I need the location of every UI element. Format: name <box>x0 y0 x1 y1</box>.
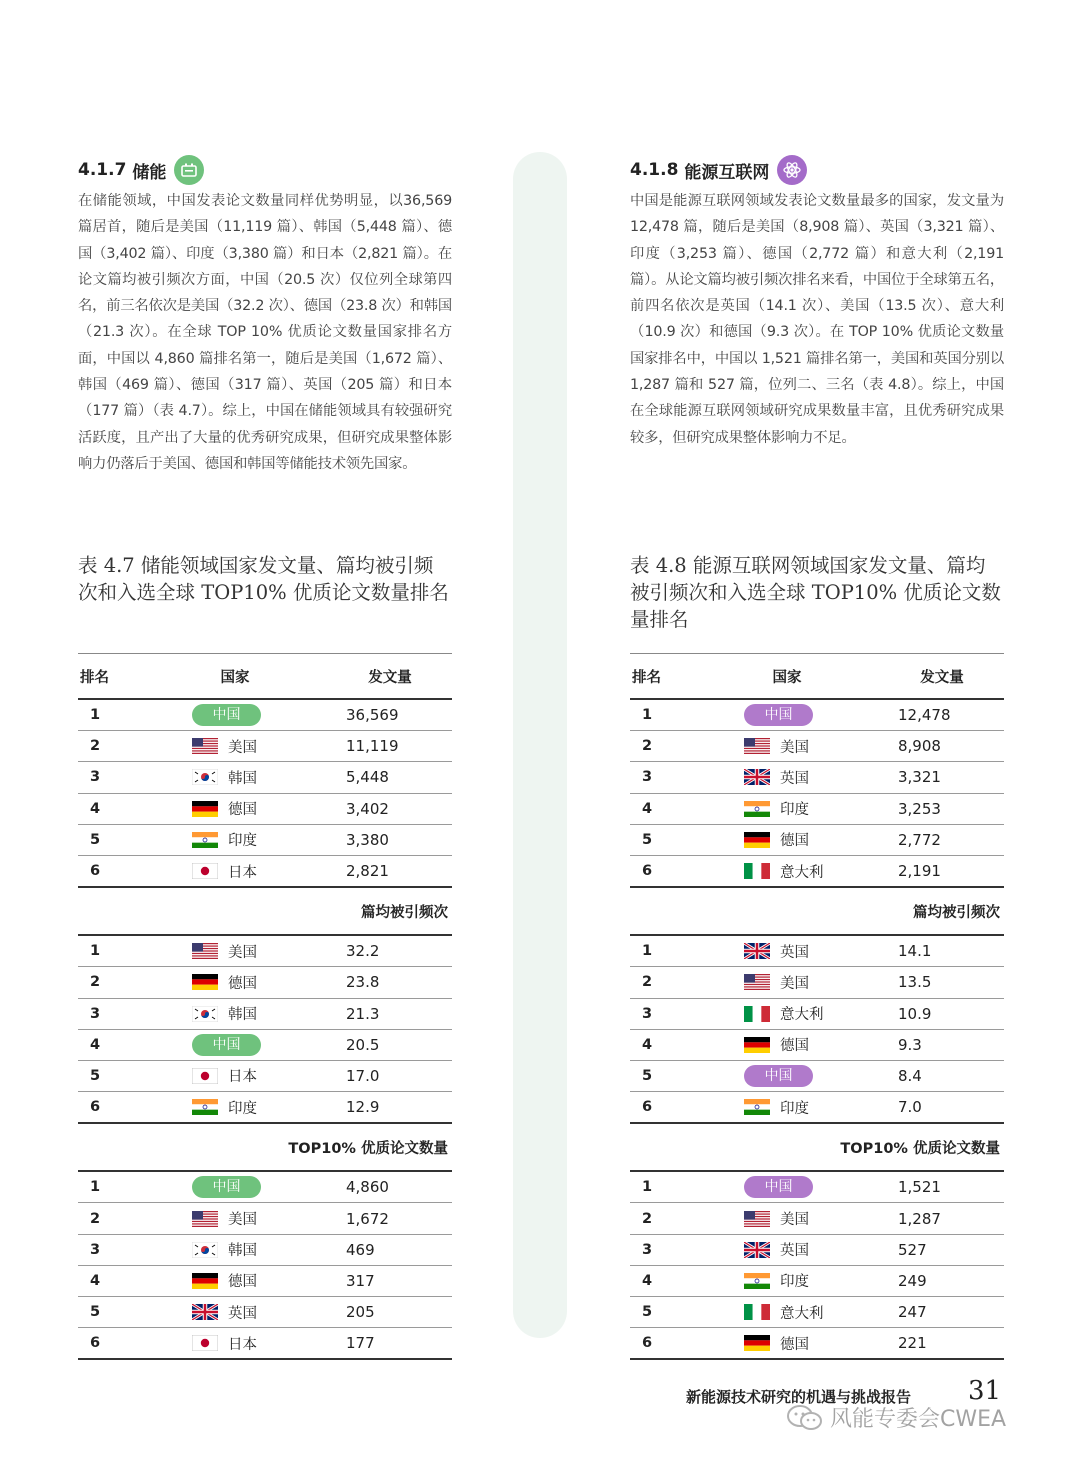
country-name: 美国 <box>780 1212 809 1229</box>
country-name: 德国 <box>228 1274 257 1291</box>
country-name: 印度 <box>780 802 809 819</box>
table-subheader: TOP10% 优质论文数量 <box>78 1124 452 1172</box>
country-cell <box>744 1003 894 1024</box>
table-row <box>630 825 1004 856</box>
flag-us-icon <box>192 943 218 959</box>
table-row <box>78 1061 452 1092</box>
country-cell <box>192 972 342 993</box>
rank-cell: 4 <box>642 800 653 817</box>
country-cell <box>192 1302 342 1323</box>
ranking-table-left <box>78 653 452 1360</box>
table-subheader: 篇均被引频次 <box>78 888 452 936</box>
value-cell: 14.1 <box>898 942 932 961</box>
flag-de-icon <box>744 1037 770 1053</box>
country-cell <box>744 829 894 850</box>
flag-gb-icon <box>744 1242 770 1258</box>
flag-it-icon <box>744 863 770 879</box>
ranking-table-right <box>630 653 1004 1360</box>
report-title: 新能源技术研究的机遇与挑战报告 <box>686 1388 912 1406</box>
flag-in-icon <box>744 1273 770 1289</box>
rank-cell: 2 <box>90 974 101 991</box>
value-cell: 1,672 <box>346 1209 389 1228</box>
rank-cell: 5 <box>90 1304 101 1321</box>
table-row <box>630 1203 1004 1234</box>
country-name: 美国 <box>228 1212 257 1229</box>
value-cell: 13.5 <box>898 973 932 992</box>
watermark-text: 风能专委会CWEA <box>830 1407 1007 1432</box>
value-cell: 3,402 <box>346 799 389 818</box>
table-row <box>78 1030 452 1061</box>
table-row <box>630 1092 1004 1124</box>
table-row <box>630 794 1004 825</box>
country-cell <box>744 941 894 962</box>
flag-in-icon <box>744 801 770 817</box>
table-header <box>78 653 452 700</box>
rank-cell: 5 <box>90 831 101 848</box>
flag-it-icon <box>744 1304 770 1320</box>
section-body-right: 中国是能源互联网领域发表论文数量最多的国家，发文量为 12,478 篇，随后是美国（8,908 篇）、英国（3,321 篇）、印度（3,253 篇）、德国（2,772 篇）和意大利（2,191 篇）。从论文篇均被引频次排名来看，中国位于全球第五名，前四名依次是英国（14.1 次）、美国（13.5 次）、意大利（10.9 次）和德国（9.3 次）。在 TOP 10% 优质论文数量国家排名中，中国以 1,521 篇排名第一，美国和英国分别以 1,287 篇和 527 篇，位列二、三名（表 4.8）。综上，中国在全球能源互联网领域研究成果数量丰富，且优秀研究成果较多，但研究成果整体影响力不足。 <box>630 193 1004 446</box>
value-cell: 177 <box>346 1334 375 1353</box>
country-cell <box>744 972 894 993</box>
flag-jp-icon <box>192 1068 218 1084</box>
table-row <box>78 1328 452 1360</box>
country-cell <box>744 798 894 819</box>
country-name: 韩国 <box>228 1243 257 1260</box>
country-cell <box>192 736 342 757</box>
table-row <box>78 1203 452 1234</box>
flag-de-icon <box>192 1273 218 1289</box>
rank-cell: 4 <box>90 800 101 817</box>
country-name: 英国 <box>780 1243 809 1260</box>
country-cell <box>744 861 894 882</box>
rank-cell: 1 <box>90 707 101 724</box>
china-highlight-pill: 中国 <box>192 704 261 726</box>
country-name: 印度 <box>780 1274 809 1291</box>
country-cell <box>192 1333 342 1354</box>
country-name: 日本 <box>228 1336 257 1353</box>
table-caption-left: 表 4.7 储能领域国家发文量、篇均被引频次和入选全球 TOP10% 优质论文数量排名 <box>78 554 449 604</box>
table-row <box>630 762 1004 793</box>
value-cell: 8.4 <box>898 1066 922 1085</box>
rank-cell: 5 <box>642 831 653 848</box>
table-row <box>630 1061 1004 1092</box>
table-row <box>630 999 1004 1030</box>
country-name: 德国 <box>780 1038 809 1055</box>
value-cell: 205 <box>346 1303 375 1322</box>
value-cell: 3,380 <box>346 830 389 849</box>
value-cell: 21.3 <box>346 1004 380 1023</box>
country-cell <box>744 1034 894 1055</box>
flag-gb-icon <box>744 769 770 785</box>
table-row <box>78 825 452 856</box>
value-cell: 12,478 <box>898 706 951 725</box>
rank-cell: 2 <box>90 738 101 755</box>
value-cell: 1,287 <box>898 1209 941 1228</box>
value-cell: 7.0 <box>898 1098 922 1117</box>
table-row <box>78 1297 452 1328</box>
table-subheader: 篇均被引频次 <box>630 888 1004 936</box>
country-cell <box>192 704 342 726</box>
flag-gb-icon <box>192 1304 218 1320</box>
flag-de-icon <box>192 801 218 817</box>
value-cell: 11,119 <box>346 737 399 756</box>
rank-cell: 3 <box>642 1241 653 1258</box>
country-cell <box>192 1239 342 1260</box>
rank-cell: 6 <box>642 1335 653 1352</box>
value-cell: 3,321 <box>898 768 941 787</box>
table-row <box>630 1235 1004 1266</box>
table-row <box>630 856 1004 888</box>
flag-de-icon <box>192 974 218 990</box>
country-cell <box>192 1208 342 1229</box>
flag-de-icon <box>744 1335 770 1351</box>
table-row <box>630 1030 1004 1061</box>
header-value: 发文量 <box>920 669 964 686</box>
page-number: 31 <box>968 1376 1002 1406</box>
country-name: 印度 <box>228 1100 257 1117</box>
flag-gb-icon <box>744 943 770 959</box>
country-cell <box>192 861 342 882</box>
country-cell <box>744 1065 894 1087</box>
rank-cell: 4 <box>642 1036 653 1053</box>
country-name: 美国 <box>228 944 257 961</box>
value-cell: 4,860 <box>346 1178 389 1197</box>
battery-icon <box>174 155 204 185</box>
value-cell: 249 <box>898 1271 927 1290</box>
value-cell: 3,253 <box>898 799 941 818</box>
flag-kr-icon <box>192 1006 218 1022</box>
rank-cell: 2 <box>642 738 653 755</box>
country-cell <box>744 767 894 788</box>
rank-cell: 6 <box>642 863 653 880</box>
table-caption-right: 表 4.8 能源互联网领域国家发文量、篇均被引频次和入选全球 TOP10% 优质论文数量排名 <box>630 554 1001 631</box>
table-row <box>630 1297 1004 1328</box>
rank-cell: 1 <box>90 943 101 960</box>
rank-cell: 2 <box>90 1210 101 1227</box>
country-name: 英国 <box>228 1305 257 1322</box>
header-rank: 排名 <box>80 669 109 686</box>
country-cell <box>192 829 342 850</box>
country-cell <box>192 1065 342 1086</box>
flag-us-icon <box>744 738 770 754</box>
value-cell: 2,191 <box>898 862 941 881</box>
country-name: 意大利 <box>780 1305 824 1322</box>
value-cell: 5,448 <box>346 768 389 787</box>
table-row <box>630 700 1004 731</box>
value-cell: 10.9 <box>898 1004 932 1023</box>
flag-jp-icon <box>192 1335 218 1351</box>
country-cell <box>744 1333 894 1354</box>
table-row <box>78 1172 452 1203</box>
country-name: 日本 <box>228 1069 257 1086</box>
country-cell <box>744 704 894 726</box>
flag-in-icon <box>744 1099 770 1115</box>
country-name: 印度 <box>228 833 257 850</box>
country-cell <box>744 1239 894 1260</box>
value-cell: 9.3 <box>898 1035 922 1054</box>
country-cell <box>192 941 342 962</box>
table-row <box>78 794 452 825</box>
flag-in-icon <box>192 832 218 848</box>
country-name: 美国 <box>228 739 257 756</box>
rank-cell: 1 <box>642 943 653 960</box>
country-cell <box>744 1176 894 1198</box>
table-header <box>630 653 1004 700</box>
rank-cell: 6 <box>90 863 101 880</box>
flag-de-icon <box>744 832 770 848</box>
table-row <box>78 936 452 967</box>
table-row <box>78 731 452 762</box>
value-cell: 247 <box>898 1303 927 1322</box>
table-row <box>78 856 452 888</box>
flag-us-icon <box>744 1211 770 1227</box>
china-highlight-pill: 中国 <box>744 1065 813 1087</box>
country-name: 韩国 <box>228 770 257 787</box>
country-name: 意大利 <box>780 1007 824 1024</box>
rank-cell: 5 <box>642 1304 653 1321</box>
header-country: 国家 <box>220 669 250 686</box>
table-row <box>78 967 452 998</box>
country-name: 意大利 <box>780 864 824 881</box>
table-row <box>630 731 1004 762</box>
table-row <box>630 1172 1004 1203</box>
value-cell: 8,908 <box>898 737 941 756</box>
rank-cell: 6 <box>90 1099 101 1116</box>
rank-cell: 4 <box>90 1272 101 1289</box>
header-rank: 排名 <box>632 669 661 686</box>
country-name: 德国 <box>228 802 257 819</box>
country-name: 美国 <box>780 739 809 756</box>
section-number: 4.1.8 <box>630 160 679 180</box>
value-cell: 17.0 <box>346 1066 380 1085</box>
table-row <box>630 936 1004 967</box>
country-name: 韩国 <box>228 1007 257 1024</box>
rank-cell: 5 <box>642 1067 653 1084</box>
value-cell: 1,521 <box>898 1178 941 1197</box>
section-heading-right <box>630 152 807 188</box>
value-cell: 469 <box>346 1240 375 1259</box>
section-title: 能源互联网 <box>684 162 770 183</box>
flag-in-icon <box>192 1099 218 1115</box>
table-row <box>630 1266 1004 1297</box>
country-cell <box>192 1270 342 1291</box>
country-cell <box>192 1176 342 1198</box>
flag-jp-icon <box>192 863 218 879</box>
country-cell <box>192 1034 342 1056</box>
rank-cell: 1 <box>642 707 653 724</box>
flag-us-icon <box>192 738 218 754</box>
china-highlight-pill: 中国 <box>192 1176 261 1198</box>
table-row <box>630 1328 1004 1360</box>
section-heading-left <box>78 152 204 188</box>
rank-cell: 3 <box>90 1241 101 1258</box>
country-name: 德国 <box>780 1336 809 1353</box>
country-cell <box>744 1302 894 1323</box>
rank-cell: 6 <box>642 1099 653 1116</box>
country-name: 德国 <box>780 833 809 850</box>
rank-cell: 3 <box>642 1005 653 1022</box>
country-cell <box>744 1208 894 1229</box>
table-row <box>78 700 452 731</box>
rank-cell: 1 <box>642 1179 653 1196</box>
country-cell <box>192 767 342 788</box>
rank-cell: 3 <box>90 1005 101 1022</box>
china-highlight-pill: 中国 <box>744 704 813 726</box>
country-name: 英国 <box>780 770 809 787</box>
flag-kr-icon <box>192 1242 218 1258</box>
value-cell: 36,569 <box>346 706 399 725</box>
table-row <box>78 1092 452 1124</box>
header-value: 发文量 <box>368 669 412 686</box>
value-cell: 32.2 <box>346 942 380 961</box>
table-row <box>630 967 1004 998</box>
watermark <box>786 1402 1006 1433</box>
rank-cell: 6 <box>90 1335 101 1352</box>
value-cell: 221 <box>898 1334 927 1353</box>
country-cell <box>192 1097 342 1118</box>
table-row <box>78 1235 452 1266</box>
value-cell: 12.9 <box>346 1098 380 1117</box>
table-row <box>78 1266 452 1297</box>
table-row <box>78 999 452 1030</box>
rank-cell: 3 <box>642 769 653 786</box>
rank-cell: 3 <box>90 769 101 786</box>
country-name: 英国 <box>780 944 809 961</box>
value-cell: 23.8 <box>346 973 380 992</box>
country-cell <box>192 1003 342 1024</box>
rank-cell: 2 <box>642 1210 653 1227</box>
section-title: 储能 <box>132 162 167 183</box>
flag-it-icon <box>744 1006 770 1022</box>
header-country: 国家 <box>772 669 802 686</box>
rank-cell: 1 <box>90 1179 101 1196</box>
flag-us-icon <box>744 974 770 990</box>
country-cell <box>744 1270 894 1291</box>
rank-cell: 5 <box>90 1067 101 1084</box>
value-cell: 317 <box>346 1271 375 1290</box>
rank-cell: 2 <box>642 974 653 991</box>
rank-cell: 4 <box>90 1036 101 1053</box>
section-number: 4.1.7 <box>78 160 127 180</box>
flag-kr-icon <box>192 769 218 785</box>
china-highlight-pill: 中国 <box>744 1176 813 1198</box>
table-row <box>78 762 452 793</box>
country-cell <box>744 1097 894 1118</box>
atom-icon <box>777 155 807 185</box>
value-cell: 2,821 <box>346 862 389 881</box>
value-cell: 2,772 <box>898 830 941 849</box>
country-cell <box>744 736 894 757</box>
country-name: 日本 <box>228 864 257 881</box>
table-subheader: TOP10% 优质论文数量 <box>630 1124 1004 1172</box>
country-cell <box>192 798 342 819</box>
flag-us-icon <box>192 1211 218 1227</box>
country-name: 德国 <box>228 975 257 992</box>
value-cell: 527 <box>898 1240 927 1259</box>
china-highlight-pill: 中国 <box>192 1034 261 1056</box>
rank-cell: 4 <box>642 1272 653 1289</box>
country-name: 美国 <box>780 975 809 992</box>
column-divider-bar <box>513 152 567 1338</box>
section-body-left: 在储能领域，中国发表论文数量同样优势明显，以36,569 篇居首，随后是美国（11,119 篇）、韩国（5,448 篇）、德国（3,402 篇）、印度（3,380 篇）和日本（2,821 篇）。在论文篇均被引频次方面，中国（20.5 次）仅位列全球第四名，前三名依次是美国（32.2 次）、德国（23.8 次）和韩国（21.3 次）。在全球 TOP 10% 优质论文数量国家排名方面，中国以 4,860 篇排名第一，随后是美国（1,672 篇）、韩国（469 篇）、德国（317 篇）、英国（205 篇）和日本（177 篇）（表 4.7）。综上，中国在储能领域具有较强研究活跃度，且产出了大量的优秀研究成果，但研究成果整体影响力仍落后于美国、德国和韩国等储能技术领先国家。 <box>78 193 452 472</box>
country-name: 印度 <box>780 1100 809 1117</box>
value-cell: 20.5 <box>346 1035 380 1054</box>
wechat-icon <box>786 1404 824 1432</box>
